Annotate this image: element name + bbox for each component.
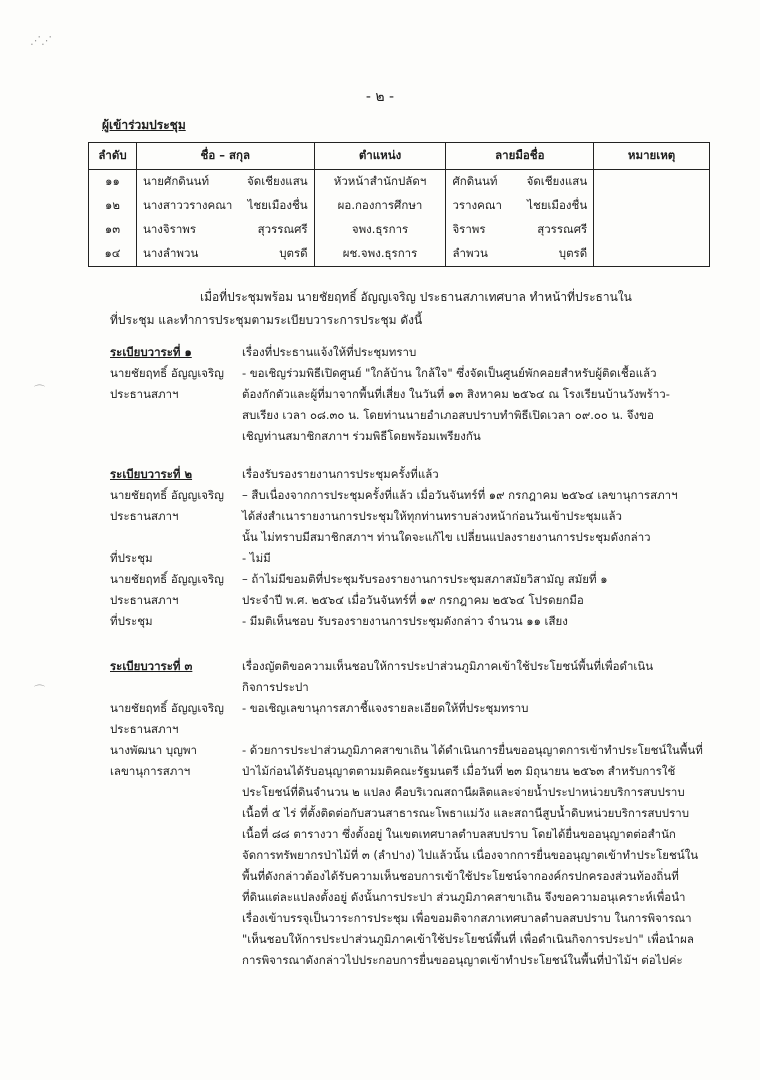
table-row (89, 194, 710, 218)
speaker-role: ประธานสภาฯ (110, 509, 179, 523)
table-row (89, 218, 710, 242)
agenda-2-text-line: – สืบเนื่องจากการประชุมครั้งที่แล้ว เมื่อวันจันทร์ที่ ๑๙ กรกฎาคม ๒๕๖๔ เลขานุการสภาฯ (242, 488, 678, 502)
attendee-position: หัวหน้าสำนักปลัดฯ (314, 170, 446, 195)
attendee-signature: จิราพร สุวรรณศรี (446, 218, 594, 242)
agenda-2-section (110, 464, 710, 632)
agenda-3-body-line: จัดการทรัพยากรป่าไม้ที่ ๓ (ลำปาง) ไปแล้วนั้น เนื่องจากการยื่นขออนุญาตเข้าทำประโยชน์ใน (242, 848, 699, 862)
attendee-note (594, 194, 710, 218)
intro-line: ที่ประชุม และทำการประชุมตามระเบียบวาระการประชุม ดังนี้ (110, 313, 423, 327)
agenda-2-text-line: ได้ส่งสำเนารายงานการประชุมให้ทุกท่านทราบล่วงหน้าก่อนวันเข้าประชุมแล้ว (242, 509, 622, 523)
column-header: ลายมือชื่อ (446, 143, 594, 170)
agenda-1-text-line: - ขอเชิญร่วมพิธีเปิดศูนย์ "ใกล้บ้าน ใกล้ใจ" ซึ่งจัดเป็นศูนย์พักคอยสำหรับผู้ติดเชื้อแล้ว (242, 366, 657, 380)
row-number: ๑๓ (89, 218, 137, 242)
attendee-position: ผช.จพง.ธุรการ (314, 242, 446, 267)
speaker-name: นางพัฒนา บุญพา (110, 743, 198, 757)
agenda-2-subject: เรื่องรับรองรายงานการประชุมครั้งที่แล้ว (242, 467, 439, 481)
attendee-note (594, 218, 710, 242)
attendee-signature: ศักดินนท์ จัดเชียงแสน (446, 170, 594, 195)
agenda-1-text-line: สบเรียง เวลา ๐๘.๓๐ น. โดยท่านนายอำเภอสบปราบทำพิธีเปิดเวลา ๐๙.๐๐ น. จึงขอ (242, 408, 654, 422)
agenda-3-body-line: เนื้อที่ ๘๘ ตารางวา ซึ่งตั้งอยู่ ในเขตเทศบาลตำบลสบปราบ โดยได้ยื่นขออนุญาตต่อสำนัก (242, 827, 676, 841)
page-number: - ๒ - (365, 89, 395, 105)
agenda-2-text-line: – ถ้าไม่มีขอมติที่ประชุมรับรองรายงานการประชุมสภาสมัยวิสามัญ สมัยที่ ๑ (242, 572, 608, 586)
attendee-position: ผอ.กองการศึกษา (314, 194, 446, 218)
speaker-role: เลขานุการสภาฯ (110, 764, 191, 778)
attendee-name: นางสาววรางคณา ไชยเมืองชื่น (136, 194, 314, 218)
column-header: ชื่อ – สกุล (136, 143, 314, 170)
table-header-row (89, 143, 710, 170)
attendee-name: นางจิราพร สุวรรณศรี (136, 218, 314, 242)
speaker-role: ประธานสภาฯ (110, 593, 179, 607)
column-header: หมายเหตุ (594, 143, 710, 170)
agenda-3-body-line: เรื่องเข้าบรรจุเป็นวาระการประชุม เพื่อขอมติจากสภาเทศบาลตำบลสบปราบ ในการพิจารณา (242, 911, 692, 925)
attendee-note (594, 242, 710, 267)
agenda-3-subject-line: กิจการประปา (242, 680, 309, 694)
agenda-3-body-line: ที่ดินแต่ละแปลงตั้งอยู่ ดังนั้นการประปา ส่วนภูมิภาคสาขาเถิน จึงขอความอนุเคราะห์เพื่อนำ (242, 890, 686, 904)
agenda-3-body-line: การพิจารณาดังกล่าวไปประกอบการยื่นขออนุญาตเข้าทำประโยชน์ในพื้นที่ป่าไม้ฯ ต่อไปค่ะ (242, 953, 683, 967)
punch-hole-mark: ⌒ (34, 384, 45, 397)
attendee-signature: ลำพวน บุตรดี (446, 242, 594, 267)
agenda-2-heading: ระเบียบวาระที่ ๒ (110, 467, 193, 481)
agenda-2-text-line: ประจำปี พ.ศ. ๒๕๖๔ เมื่อวันจันทร์ที่ ๑๙ กรกฎาคม ๒๕๖๔ โปรดยกมือ (242, 593, 584, 607)
speaker-name: นายชัยฤทธิ์ อัญญเจริญ (110, 488, 224, 502)
agenda-1-text-line: เชิญท่านสมาชิกสภาฯ ร่วมพิธีโดยพร้อมเพรียงกัน (242, 429, 481, 443)
meeting-resolution: - มีมติเห็นชอบ รับรองรายงานการประชุมดังกล่าว จำนวน ๑๑ เสียง (242, 614, 568, 628)
speaker-role: ประธานสภาฯ (110, 387, 179, 401)
speaker-name: นายชัยฤทธิ์ อัญญเจริญ (110, 366, 224, 380)
row-number: ๑๔ (89, 242, 137, 267)
agenda-1-text-line: ต้องกักตัวและผู้ที่มาจากพื้นที่เสี่ยง ในวันที่ ๑๓ สิงหาคม ๒๕๖๔ ณ โรงเรียนบ้านวังพร้าว- (242, 387, 670, 401)
agenda-3-subject-line: เรื่องญัตติขอความเห็นชอบให้การประปาส่วนภูมิภาคเข้าใช้ประโยชน์พื้นที่เพื่อดำเนิน (242, 659, 654, 673)
meeting-label: ที่ประชุม (110, 551, 153, 565)
attendees-title: ผู้เข้าร่วมประชุม (102, 118, 186, 132)
meeting-label: ที่ประชุม (110, 614, 153, 628)
agenda-1-subject: เรื่องที่ประธานแจ้งให้ที่ประชุมทราบ (242, 345, 417, 359)
table-row (89, 242, 710, 267)
agenda-3-body-line: ป่าไม้ก่อนได้รับอนุญาตตามมติคณะรัฐมนตรี เมื่อวันที่ ๒๓ มิถุนายน ๒๕๖๓ สำหรับการใช้ (242, 764, 676, 778)
speaker-name: นายชัยฤทธิ์ อัญญเจริญ (110, 701, 224, 715)
attendees-table (88, 142, 710, 267)
agenda-3-invite: - ขอเชิญเลขานุการสภาชี้แจงรายละเอียดให้ที่ประชุมทราบ (242, 701, 529, 715)
agenda-3-body-line: เนื้อที่ ๕ ไร่ ที่ตั้งติดต่อกับสวนสาธารณะโพธาแม่วัง และสถานีสูบน้ำดิบหน่วยบริการสบปราบ (242, 806, 690, 820)
agenda-3-body-line: พื้นที่ดังกล่าวต้องได้รับความเห็นชอบการเข้าใช้ประโยชน์จากองค์กรปกครองส่วนท้องถิ่นที่ (242, 869, 679, 883)
agenda-1-section (110, 342, 710, 447)
intro-paragraph (110, 286, 710, 332)
speaker-role: ประธานสภาฯ (110, 722, 179, 736)
attendee-position: จพง.ธุรการ (314, 218, 446, 242)
agenda-3-body-line: "เห็นชอบให้การประปาส่วนภูมิภาคเข้าใช้ประโยชน์พื้นที่ เพื่อดำเนินกิจการประปา" เพื่อนำผล (242, 932, 694, 946)
meeting-reply: - ไม่มี (242, 551, 271, 565)
agenda-3-body-line: - ด้วยการประปาส่วนภูมิภาคสาขาเถิน ได้ดำเนินการยื่นขออนุญาตการเข้าทำประโยชน์ในพื้นที่ (242, 743, 703, 757)
attendee-signature: วรางคณา ไชยเมืองชื่น (446, 194, 594, 218)
attendee-note (594, 170, 710, 195)
row-number: ๑๑ (89, 170, 137, 195)
punch-hole-mark: ⌒ (34, 684, 45, 697)
row-number: ๑๒ (89, 194, 137, 218)
agenda-3-body-line: ประโยชน์ที่ดินจำนวน ๒ แปลง คือบริเวณสถานีผลิตและจ่ายน้ำประปาหน่วยบริการสบปราบ (242, 785, 685, 799)
column-header: ตำแหน่ง (314, 143, 446, 170)
column-header: ลำดับ (89, 143, 137, 170)
agenda-3-section (110, 656, 710, 971)
scan-mark: ⋰⋰ (30, 34, 52, 47)
attendee-name: นายศักดินนท์ จัดเชียงแสน (136, 170, 314, 195)
agenda-2-text-line: นั้น ไม่ทราบมีสมาชิกสภาฯ ท่านใดจะแก้ไข เปลี่ยนแปลงรายงานการประชุมดังกล่าว (242, 530, 651, 544)
speaker-name: นายชัยฤทธิ์ อัญญเจริญ (110, 572, 224, 586)
agenda-3-heading: ระเบียบวาระที่ ๓ (110, 659, 193, 673)
attendee-name: นางลำพวน บุตรดี (136, 242, 314, 267)
agenda-1-heading: ระเบียบวาระที่ ๑ (110, 345, 192, 359)
table-row (89, 170, 710, 195)
intro-line: เมื่อที่ประชุมพร้อม นายชัยฤทธิ์ อัญญเจริญ ประธานสภาเทศบาล ทำหน้าที่ประธานใน (200, 290, 632, 304)
